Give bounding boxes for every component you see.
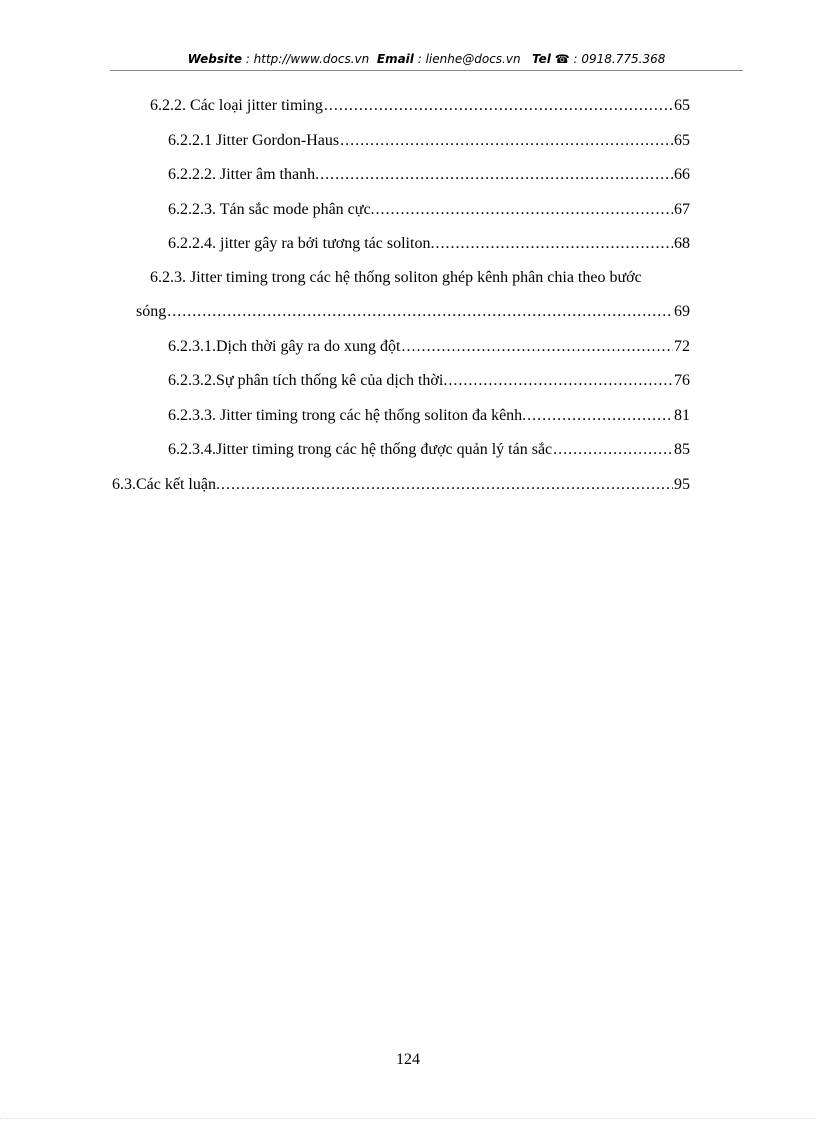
toc-entry-title: 6.2.3.1.Dịch thời gây ra do xung đột <box>168 338 401 355</box>
toc-entry[interactable] <box>168 230 690 254</box>
toc-entry[interactable] <box>168 196 690 220</box>
toc-leader-dots <box>340 131 673 151</box>
telephone-icon: ☎ <box>554 52 570 66</box>
toc-entry-page: 65 <box>674 132 690 149</box>
email-value[interactable]: : lienhe@docs.vn <box>417 52 521 66</box>
website-value[interactable]: : http://www.docs.vn <box>245 52 370 66</box>
toc-entry-title: sóng <box>136 303 167 320</box>
toc-leader-dots <box>401 337 673 357</box>
toc-entry-page: 65 <box>674 97 690 114</box>
toc-leader-dots <box>553 440 673 460</box>
toc-entry-title: 6.2.2.1 Jitter Gordon-Haus <box>168 132 340 149</box>
toc-entry[interactable] <box>168 333 690 357</box>
toc-entry-page: 76 <box>674 372 690 389</box>
toc-entry-title: 6.3.Các kết luận. <box>112 476 220 493</box>
toc-entry-page: 95 <box>674 476 690 493</box>
toc-entry[interactable] <box>112 471 690 495</box>
website-label: Website <box>187 52 242 66</box>
toc-entry-page: 68 <box>674 235 690 252</box>
tel-label: Tel <box>532 52 551 66</box>
toc-entry[interactable] <box>168 367 690 391</box>
toc-leader-dots <box>527 406 673 426</box>
toc-entry-page: 81 <box>674 407 690 424</box>
toc-entry-title: 6.2.2. Các loại jitter timing <box>150 97 323 114</box>
page-header <box>110 52 743 66</box>
toc-leader-dots <box>324 96 673 116</box>
toc-leader-dots <box>376 200 673 220</box>
toc-entry-page: 66 <box>674 166 690 183</box>
toc-entry[interactable] <box>168 436 690 460</box>
toc-entry-title: 6.2.3.4.Jitter timing trong các hệ thống được quản lý tán sắc <box>168 441 553 458</box>
toc-leader-dots <box>320 165 673 185</box>
toc-leader-dots <box>435 234 673 254</box>
toc-entry[interactable] <box>168 402 690 426</box>
toc-entry-title: 6.2.2.3. Tán sắc mode phân cực. <box>168 201 375 218</box>
toc-entry-title: 6.2.2.4. jitter gây ra bởi tương tác soliton. <box>168 235 435 252</box>
tel-value: : 0918.775.368 <box>573 52 666 66</box>
toc-leader-dots <box>167 302 673 322</box>
toc-entry-page: 72 <box>674 338 690 355</box>
toc-entry-title: 6.2.3.3. Jitter timing trong các hệ thống soliton đa kênh. <box>168 407 527 424</box>
header-divider <box>110 70 743 71</box>
toc-entry[interactable] <box>136 298 690 322</box>
toc-leader-dots <box>221 475 673 495</box>
toc-entry[interactable] <box>168 161 690 185</box>
toc-leader-dots <box>448 371 673 391</box>
toc-entry-title-line1[interactable]: 6.2.3. Jitter timing trong các hệ thống soliton ghép kênh phân chia theo bước <box>150 269 642 286</box>
toc-entry-page: 67 <box>674 201 690 218</box>
toc-entry-page: 85 <box>674 441 690 458</box>
page-bottom-border <box>0 1118 816 1119</box>
toc-entry[interactable] <box>150 92 690 116</box>
toc-entry[interactable] <box>168 127 690 151</box>
email-label: Email <box>376 52 414 66</box>
toc-entry-page: 69 <box>674 303 690 320</box>
toc-entry-title: 6.2.2.2. Jitter âm thanh. <box>168 166 320 183</box>
toc-entry-title: 6.2.3.2.Sự phân tích thống kê của dịch thời. <box>168 372 448 389</box>
page-number: 124 <box>396 1051 420 1068</box>
